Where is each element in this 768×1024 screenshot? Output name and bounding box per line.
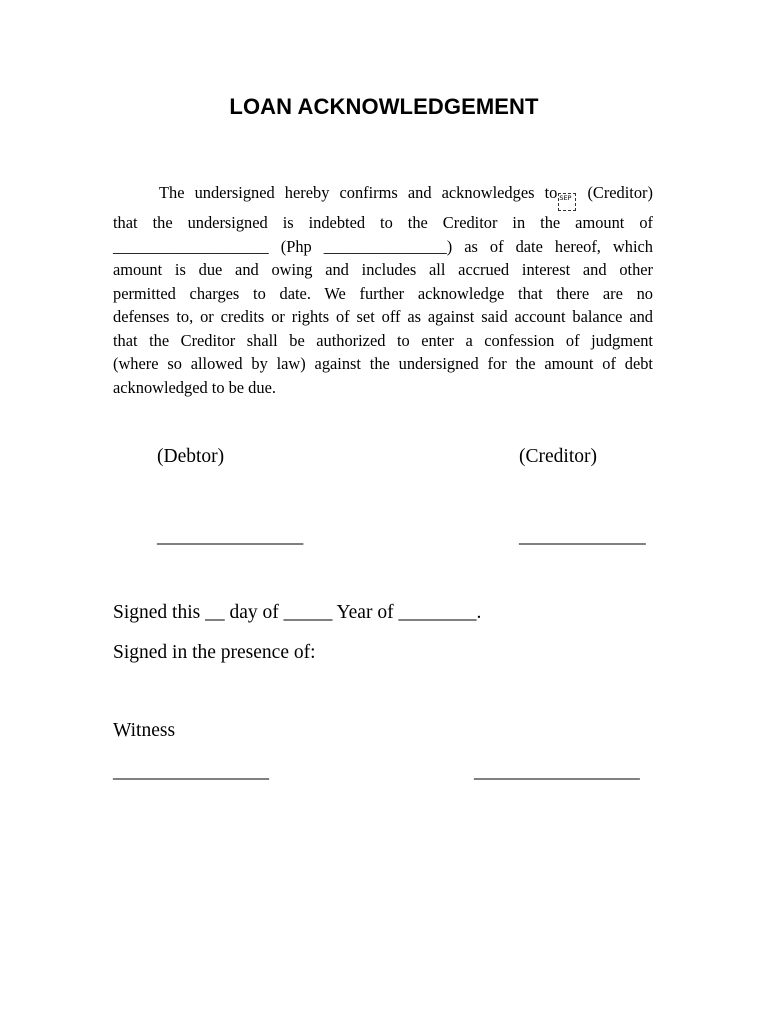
- document-title: LOAN ACKNOWLEDGEMENT: [229, 94, 539, 119]
- witness-signature-line-right: _________________: [474, 761, 640, 782]
- paragraph-text: (Creditor): [587, 183, 653, 202]
- acknowledgement-paragraph: [113, 181, 653, 399]
- paragraph-line: defenses to, or credits or rights of set off as against said account balance and: [113, 307, 653, 326]
- separator-placeholder-icon: SEP: [558, 193, 576, 211]
- paragraph-line: (where so allowed by law) against the undersigned for the amount of debt: [113, 354, 653, 373]
- paragraph-line: permitted charges to date. We further acknowledge that there are no: [113, 283, 653, 303]
- presence-line: Signed in the presence of:: [113, 642, 316, 663]
- signed-date-line: Signed this __ day of _____ Year of ________.: [113, 602, 482, 623]
- witness-label: Witness: [113, 720, 176, 741]
- paragraph-line: ___________________ (Php _______________) as of date hereof, which: [113, 236, 653, 256]
- witness-signature-line-left: ________________: [113, 761, 269, 782]
- paragraph-text: The undersigned hereby confirms and acknowledges to: [159, 183, 558, 202]
- paragraph-line: that the undersigned is indebted to the Creditor in the amount of: [113, 213, 653, 232]
- debtor-signature-line: _______________: [157, 526, 304, 547]
- paragraph-line: [113, 181, 653, 211]
- paragraph-line: that the Creditor shall be authorized to enter a confession of judgment: [113, 330, 653, 350]
- paragraph-line: amount is due and owing and includes all accrued interest and other: [113, 260, 653, 279]
- creditor-signature-line: _____________: [519, 526, 646, 547]
- paragraph-line: acknowledged to be due.: [113, 377, 276, 397]
- debtor-label: (Debtor): [157, 446, 225, 467]
- creditor-label: (Creditor): [519, 446, 597, 467]
